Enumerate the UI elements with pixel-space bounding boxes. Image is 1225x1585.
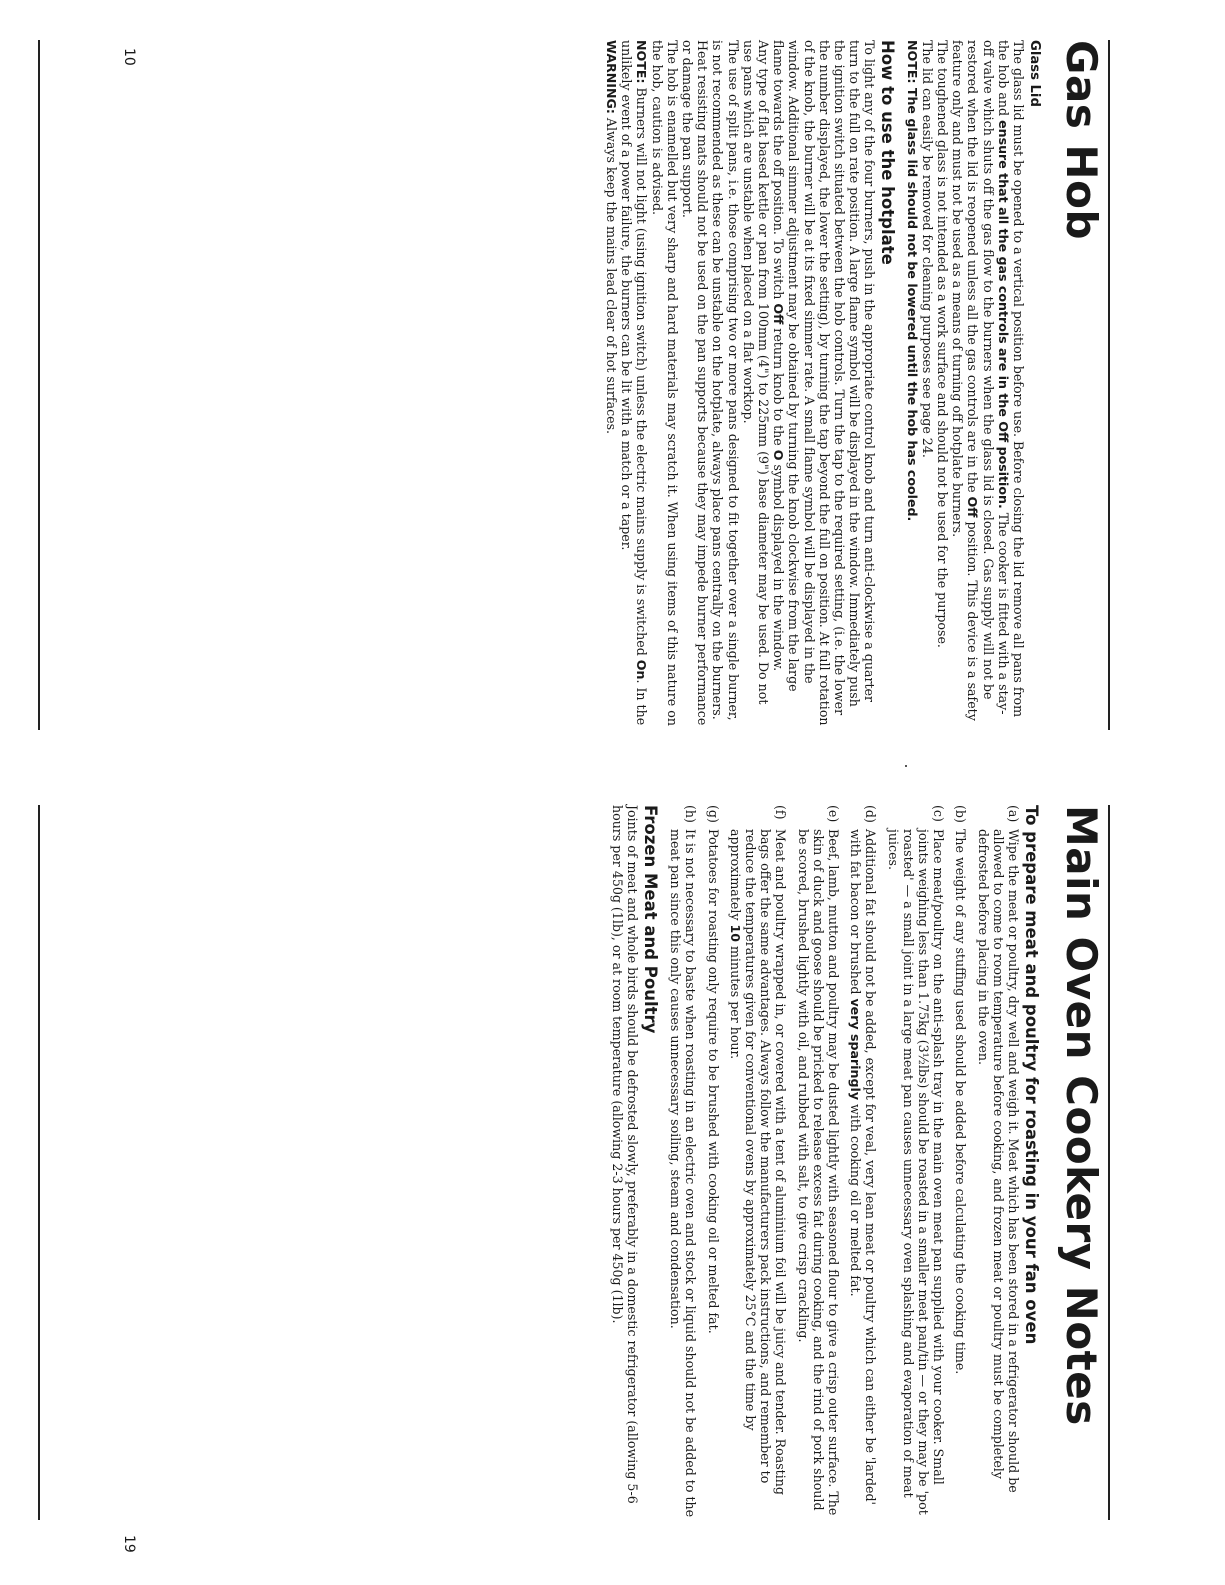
list-item: (g) Potatoes for roasting only require to be brushed with cooking oil or melted fat. [705,805,721,1334]
hotplate-paragraph-2: Any type of flat based kettle or pan from 100mm (4") to 225mm (9") base diameter may be used. Do not use pans which are unstable when placed on a flat worktop. [740,40,771,705]
list-item: (c) Place meat/poultry on the anti-splash tray in the main oven meat pan supplied with your cooker. Small joints weighing less than 1.75kg (3½lbs) should be roasted in a smaller meat pan/tin — or they may be 'pot roasted' — a small joint in a large meat pan causes unnecessary oven splashing and evaporation of meat juices. [885,805,947,1515]
hotplate-paragraph-1: To light any of the four burners, push in the appropriate control knob and turn anti-clockwise a quarter turn to the full on rate position. A large flame symbol will be displayed in the window. Immediately push the ignition switch situated between the hob controls. Turn the tap to the required setting, (i.e. the lower the number displayed, the lower the setting), by turning the tap beyond the full on position. At full rotation of the knob, the burner will be at its fixed simmer rate. A small flame symbol will be displayed in the window. Additional simmer adjustment may be obtained by turning the knob clockwise from the large flame towards the off position. To switch Off return knob to the O symbol displayed in the window. [771,40,878,726]
hotplate-paragraph-5: The hob is enamelled but very sharp and hard materials may scratch it. When using items of this nature on the hob, caution is advised. [649,40,680,726]
scan-speck [905,765,907,767]
left-page [0,40,1225,730]
top-rule [1108,805,1110,1520]
glass-lid-paragraph-2: The toughened glass is not intended as a work surface and should not be used for the purpose. [934,40,950,648]
glass-lid-note: NOTE: The glass lid should not be lowered until the hob has cooled. [904,40,920,522]
glass-lid-paragraph-1: The glass lid must be opened to a vertical position before use. Before closing the lid remove all pans from the hob and ensure that all the gas controls are in the Off position. The cooker is fitted with a stay-off valve which shuts off the gas flow to the burners when the glass lid is closed. Gas supply will not be restored when the lid is reopened unless all the gas controls are in the Off position. This device is a safety feature only and must not be used as a means of turning off hotplate burners. [950,40,1026,721]
bottom-rule [38,40,40,730]
frozen-paragraph: Joints of meat and whole birds should be defrosted slowly, preferably in a domestic refrigerator (allowing 5-6 hours per 450g (1lb), or at room temperature (allowing 2-3 hours per 450g (1lb). [609,805,640,1504]
glass-lid-heading: Glass Lid [1027,40,1042,107]
frozen-heading: Frozen Meat and Poultry [640,805,660,1034]
page-title: Gas Hob [1057,40,1106,241]
left-page-body [604,40,1042,730]
hotplate-paragraph-3: The use of split pans, i.e. those comprising two or more pans designed to fit together over a single burner, is not recommended as these can be unstable on the hotplate, always place pans centrally on the burners. [710,40,741,721]
list-item: (d) Additional fat should not be added, except for veal, very lean meat or poultry which can either be 'larded' with fat bacon or brushed very sparingly with cooking oil or melted fat. [848,805,879,1505]
hotplate-paragraph-4: Heat resisting mats should not be used on the pan supports because they may impede burner performance or damage the pan support. [679,40,711,726]
warning-text: WARNING: Always keep the mains lead clear of hot surfaces. [603,40,619,435]
glass-lid-paragraph-3: The lid can easily be removed for cleaning purposes see page 24. [919,40,935,458]
list-item: (b) The weight of any stuffing used should be added before calculating the cooking time. [953,805,969,1375]
bottom-rule [38,805,40,1520]
preparation-list [668,805,1021,1520]
list-item: (f) Meat and poultry wrapped in, or covered with a tent of aluminium foil will be juicy and tender. Roasting bags offer the same advantages. Always follow the manufacturers pack instructions, and remember to reduce the temperatures given for conventional ovens by approximately 25°C and the time by approximately 10 minutes per hour. [727,805,789,1495]
page-title: Main Oven Cookery Notes [1057,805,1106,1426]
list-item: (e) Beef, lamb, mutton and poultry may be dusted lightly with seasoned flour to give a crisp outer surface. The skin of duck and goose should be pricked to release excess fat during cooking, and the rind of pork should be scored, brushed lightly with oil, and rubbed with salt, to give crisp crackling. [795,805,841,1516]
list-item: (h) It is not necessary to baste when roasting in an electric oven and stock or liquid should not be added to the meat pan since this only causes unnecessary soiling, steam and condensation. [668,805,699,1518]
page-number-right: 19 [121,1535,137,1553]
top-rule [1108,40,1110,730]
right-page-body [610,805,1042,1520]
prepare-heading: To prepare meat and poultry for roasting in your fan oven [1022,805,1041,1345]
hotplate-heading: How to use the hotplate [878,40,898,265]
hotplate-note: NOTE: Burners will not light (using ignition switch) unless the electric mains supply is switched On. In the unlikely event of a power failure, the burners can be lit with a match or a taper. [619,40,650,726]
right-page [0,805,1225,1520]
page-number-left: 10 [121,48,137,66]
list-item: (a) Wipe the meat or poultry, dry well and weigh it. Meat which has been stored in a refrigerator should be allowed to come to room temperature before cooking, and frozen meat or poultry must be completely defrosted before placing in the oven. [975,805,1021,1493]
